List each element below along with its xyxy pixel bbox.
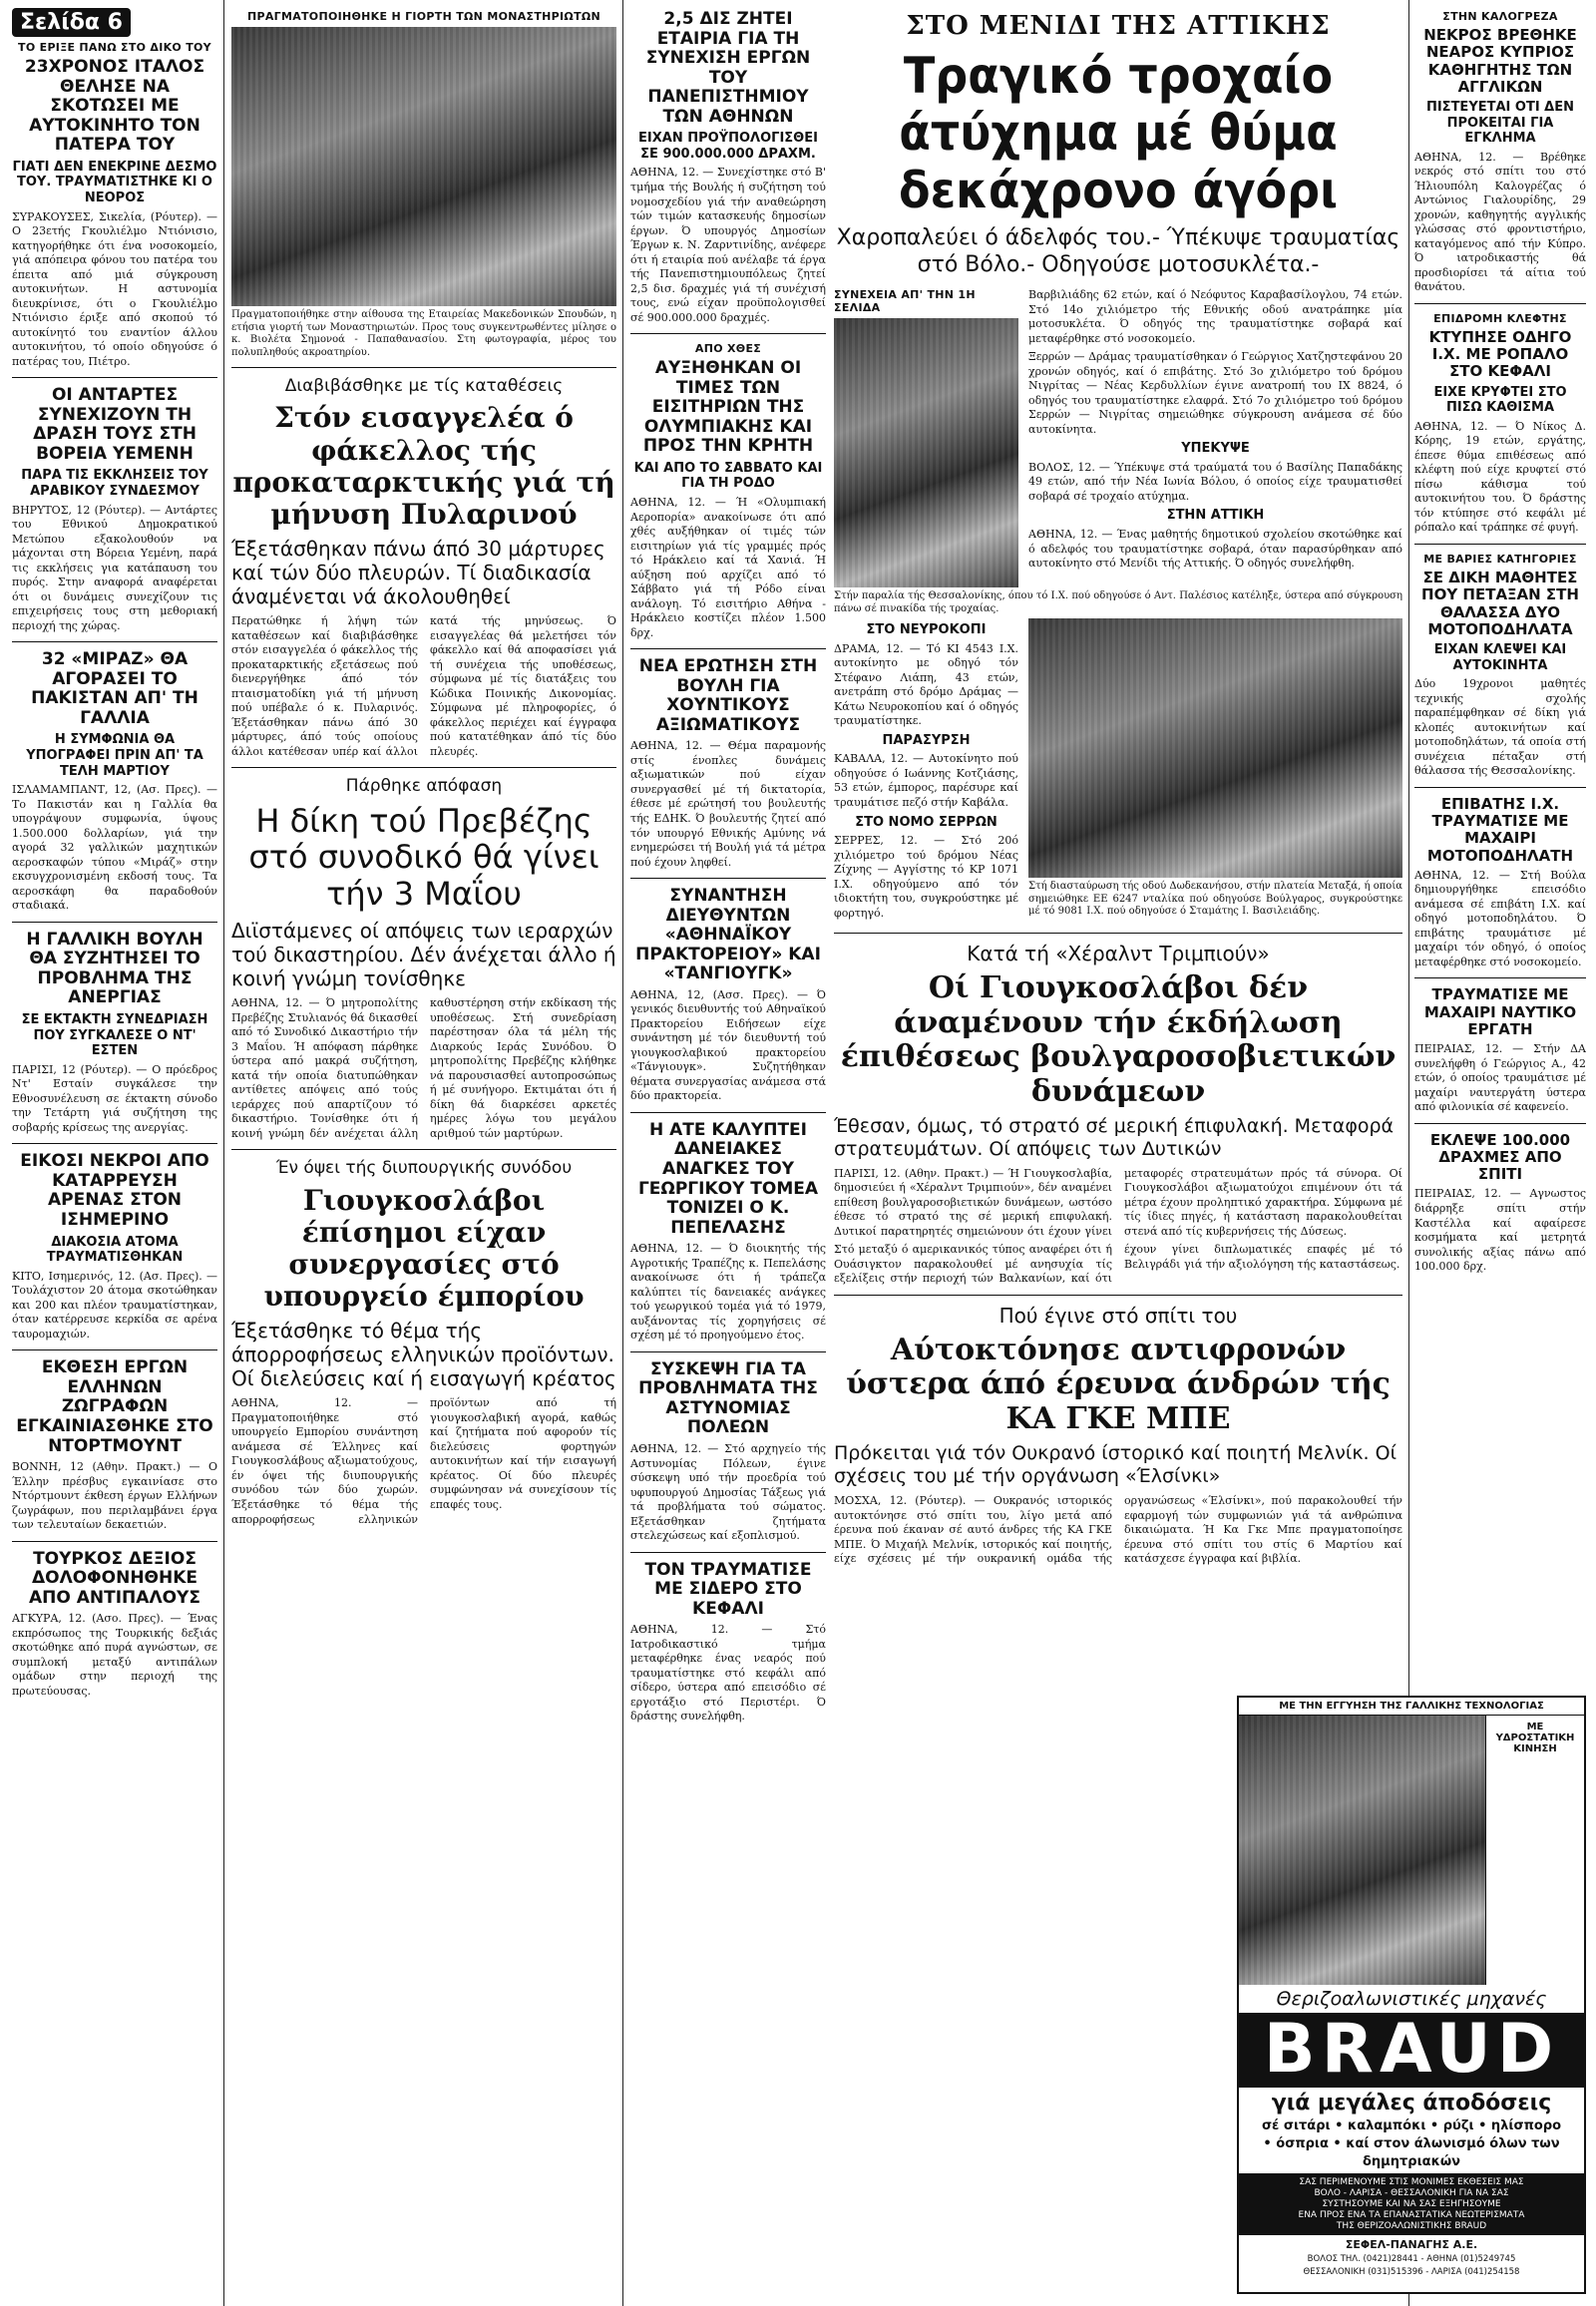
article-body: ΠΑΡΙΣΙ, 12 (Ρόυτερ). — Ο πρόεδρος Ντ' Εσταίν συγκάλεσε την Εθνοσυνέλευση σε έκτακτη σύνοδο την Τετάρτη γιά συζήτηση της σοβαρής κρίσεως της ανεργίας. — [12, 1062, 217, 1134]
deck: Έξετάσθηκαν πάνω άπό 30 μάρτυρες καί τών δύο πλευρών. Τί διαδικασία άναμένεται νά άκολουθηθεί — [231, 537, 605, 609]
deck: Χαροπαλεύει ό άδελφός του.- Ύπέκυψε τραυματίας στό Βόλο.- Οδηγούσε μοτοσυκλέτα.- — [836, 225, 1400, 277]
article-body: ΑΘΗΝΑ, 12. — Ή «Ολυμπιακή Αεροπορία» ανακοίνωσε ότι από χθές αυξήθηκαν οί τιμές τών εισιτηρίων γιά τίς γραμμές πρός τό Ηράκλειο καί τά Χανιά. Ή αύξηση πού αρχίζει από τό Σάββατο γιά τή Ρόδο είναι ανάλογη. Τό εισιτήριο Αθήνα - Ηράκλειο κοστίζει πλέον 1.500 δρχ. — [630, 496, 826, 639]
article-body: Ξερρών — Δράμας τραυματίσθηκαν ό Γεώργιος Χατζηστεφάνου 20 χρονών οδηγός, καί ό επιβάτης. Στό 3ο χιλιόμετρο τού δρόμου Νιγρίτας — Νέας Κερδυλλίων έγινε ανατροπή του ΙΧ 8824, ό οδηγός του τραυματίστηκε ελαφρά. Στό 7ο χιλιόμετρο τού δρόμου Σερρών — Νιγρίτας σημειώθηκε σύγκρουση ανάμεσα σέ δύο αυτοκίνητα. — [1028, 350, 1402, 436]
headline: Στόν εισαγγελέα ό φάκελλος τής προκαταρκτικής γιά τή μήνυση Πυλαρινού — [232, 401, 615, 531]
article-body: ΙΣΛΑΜΑΜΠΑΝΤ, 12, (Ασ. Πρες). — Το Πακιστάν και η Γαλλία θα υπογράψουν συμφωνία, ύψους 1.500.000 δολλαρίων, γιά την αγορά 32 γαλλικών μαχητικών αεροσκαφών τύπου «Μιράζ» στην εκσυγχρονισμένη εκδοσή τους. Τα αεροσκάφη θα παραδοθούν σταδιακά. — [12, 783, 217, 913]
photo-caption: Πραγματοποιήθηκε στην αίθουσα της Εταιρείας Μακεδονικών Σπουδών, η ετήσια γιορτή των Μοναστηριωτών. Προς τους συγκεντρωθέντες μίλησε ο κ. Βιολέτα Σημονοά - Παπαθανασίου. Στη φωτογραφία, μέρος του πολυπληθούς ακροατηρίου. — [231, 309, 616, 358]
ad-top-banner: ΜΕ ΤΗΝ ΕΓΓΥΗΣΗ ΤΗΣ ΓΑΛΛΙΚΗΣ ΤΕΧΝΟΛΟΓΙΑΣ — [1239, 1698, 1584, 1716]
subheadline: ΔΙΑΚΟΣΙΑ ΑΤΟΜΑ ΤΡΑΥΜΑΤΙΣΘΗΚΑΝ — [46, 1234, 184, 1266]
subheadline: ΠΙΣΤΕΥΕΤΑΙ ΟΤΙ ΔΕΝ ΠΡΟΚΕΙΤΑΙ ΓΙΑ ΕΓΚΛΗΜΑ — [1425, 100, 1575, 147]
ad-crops: • όσπρια • καί στον άλωνισμό όλων των — [1263, 2135, 1560, 2151]
ad-invite-line: ΤΗΣ ΘΕΡΙΖΟΑΛΩΝΙΣΤΙΚΗΣ BRAUD — [1336, 2220, 1487, 2231]
kicker: ΜΕ ΒΑΡΙΕΣ ΚΑΤΗΓΟΡΙΕΣ — [1423, 553, 1577, 566]
headline: Γιουγκοσλάβοι έπίσημοι είχαν συνεργασίες στό υπουργείο έμπορίου — [263, 1183, 585, 1314]
deck: Διϊστάμενες οί απόψεις των ιεραρχών τού δικαστηρίου. Δέν άνέχεται άλλο ή κοινή γνώμη τονίσθηκε — [231, 919, 616, 991]
headline: Οί Γιουγκοσλάβοι δέν άναμένουν τήν έκδήλωση έπιθέσεως βουλγαροσοβιετικών δυνάμεων — [840, 970, 1396, 1109]
article-body: ΑΘΗΝΑ, 12. — Ό Νίκος Δ. Κόρης, 19 ετών, εργάτης, έπεσε θύμα επιθέσεως από κλέφτη πού είχε κρυφτεί στό πίσω κάθισμα τού αυτοκινήτου του. Ό δράστης τόν κτύπησε στό κεφάλι μέ ρόπαλο καί τράπηκε σέ φυγή. — [1414, 419, 1586, 535]
headline: ΕΙΚΟΣΙ ΝΕΚΡΟΙ ΑΠΟ ΚΑΤΑΡΡΕΥΣΗ ΑΡΕΝΑΣ ΣΤΟΝ ΙΣΗΜΕΡΙΝΟ — [20, 1151, 209, 1230]
page-label: Σελίδα 6 — [12, 8, 131, 37]
headline: ΕΚΛΕΨΕ 100.000 ΔΡΑΧΜΕΣ ΑΠΟ ΣΠΙΤΙ — [1429, 1130, 1571, 1184]
headline: ΟΙ ΑΝΤΑΡΤΕΣ ΣΥΝΕΧΙΖΟΥΝ ΤΗ ΔΡΑΣΗ ΤΟΥΣ ΣΤΗ ΒΟΡΕΙΑ ΥΕΜΕΝΗ — [33, 385, 197, 464]
headline: 2,5 ΔΙΣ ΖΗΤΕΙ ΕΤΑΙΡΙΑ ΓΙΑ ΤΗ ΣΥΝΕΧΙΣΗ ΕΡΓΩΝ ΤΟΥ ΠΑΝΕΠΙΣΤΗΜΙΟΥ ΤΩΝ ΑΘΗΝΩΝ — [645, 9, 811, 127]
column-4 — [834, 0, 1402, 1571]
article-body: ΑΘΗΝΑ, 12, (Ασσ. Πρες). — Ό γενικός διευθυντής τού Αθηναϊκού Πρακτορείου Ειδήσεων είχε συνάντηση μέ τόν διευθυντή τού γιουγκοσλαβικού πρακτορείου «Τάνγιουγκ». Συζητήθηκαν θέματα συνεργασίας ανάμεσα στά δύο πρακτορεία. — [630, 987, 826, 1103]
kicker: Έν όψει τής διυπουργικής συνόδου — [275, 1158, 573, 1179]
subheadline: ΕΙΧΑΝ ΠΡΟΫΠΟΛΟΓΙΣΘΕΙ ΣΕ 900.000.000 ΔΡΑΧΜ. — [638, 131, 818, 162]
ad-slogan: γιά μεγάλες άποδόσεις — [1271, 2090, 1552, 2115]
kicker: ΣΤΟ ΜΕΝΙΔΙ ΤΗΣ ΑΤΤΙΚΗΣ — [906, 11, 1331, 41]
article-body: ΑΘΗΝΑ, 12. — Βρέθηκε νεκρός στό σπίτι του στό Ήλιουπόλη Καλογρέζας ό Αντώνιος Γιαλουρίδης, 29 χρονών, καθηγητής αγγλικής γλώσσας στό φροντιστήριο, καταγόμενος από τήν Κύπρο. Ό ιατροδικαστής θά προσδιορίσει τά αίτια τού θανάτου. — [1414, 150, 1586, 294]
headline: Τραγικό τροχαίο άτύχημα μέ θύμα δεκάχρονο άγόρι — [898, 46, 1339, 219]
article-body: ΑΘΗΝΑ, 12. — Ένας μαθητής δημοτικού σχολείου σκοτώθηκε καί ό αδελφός του τραυματίστηκε σοβαρά, όταν παρασύρθηκαν από αυτοκίνητο στό Μενίδι τής Αττικής. Ό οδηγός συνελήφθη. — [1028, 528, 1402, 571]
ad-invite-line: ΣΑΣ ΠΕΡΙΜΕΝΟΥΜΕ ΣΤΙΣ ΜΟΝΙΜΕΣ ΕΚΘΕΣΕΙΣ ΜΑΣ — [1299, 2176, 1524, 2187]
headline: Η ΑΤΕ ΚΑΛΥΠΤΕΙ ΔΑΝΕΙΑΚΕΣ ΑΝΑΓΚΕΣ ΤΟΥ ΓΕΩΡΓΙΚΟΥ ΤΟΜΕΑ ΤΟΝΙΖΕΙ Ο Κ. ΠΕΠΕΛΑΣΗΣ — [637, 1119, 819, 1238]
article-body: ΒΗΡΥΤΟΣ, 12 (Ρόυτερ). — Αντάρτες του Εθνικού Δημοκρατικού Μετώπου εξακολουθούν να μάχονται στη Βόρεια Υεμένη, παρά τις εκκλήσεις για κατάπαυση του πυρός. Στην αναφορά αναφέρεται ότι οι δυνάμεις συνεχίζουν τις επιχειρήσεις τους στη μεθοριακή περιοχή της χώρας. — [12, 503, 217, 632]
headline: ΝΕΚΡΟΣ ΒΡΕΘΗΚΕ ΝΕΑΡΟΣ ΚΥΠΡΙΟΣ ΚΑΘΗΓΗΤΗΣ ΤΩΝ ΑΓΓΛΙΚΩΝ — [1423, 26, 1577, 96]
column-5 — [1414, 0, 1586, 1279]
ad-invite-line: ΣΥΣΤΗΣΟΥΜΕ ΚΑΙ ΝΑ ΣΑΣ ΕΞΗΓΗΣΟΥΜΕ — [1322, 2198, 1501, 2209]
continuation-label: ΣΥΝΕΧΕΙΑ ΑΠ' ΤΗΝ 1Η ΣΕΛΙΔΑ — [834, 288, 976, 315]
kicker: ΣΤΗΝ ΚΑΛΟΓΡΕΖΑ — [1442, 10, 1558, 23]
column-rule — [622, 0, 623, 2306]
ad-badge: ΜΕ ΥΔΡΟΣΤΑΤΙΚΗ ΚΙΝΗΣΗ — [1485, 1716, 1584, 1985]
headline: ΤΡΑΥΜΑΤΙΣΕ ΜΕ ΜΑΧΑΙΡΙ ΝΑΥΤΙΚΟ ΕΡΓΑΤΗ — [1423, 985, 1577, 1038]
article-body: ΑΘΗΝΑ, 12. — Στό αρχηγείο τής Αστυνομίας Πόλεων, έγινε σύσκεψη υπό τήν προεδρία τού υφυπουργού Δημοσίας Τάξεως γιά τά προβλήματα τού σώματος. Εξετάσθηκαν ζητήματα στελεχώσεως καί εξοπλισμού. — [630, 1441, 826, 1543]
article-body: ΣΕΡΡΕΣ, 12. — Στό 20ό χιλιόμετρο τού δρόμου Νέας Ζίχνης — Αγγίστης τό ΚΡ 1071 Ι.Χ. οδηγούμενο από τόν ιδιοκτήτη του, συγκρούστηκε μέ φορτηγό. — [834, 834, 1018, 920]
headline: ΣΥΣΚΕΨΗ ΓΙΑ ΤΑ ΠΡΟΒΛΗΜΑΤΑ ΤΗΣ ΑΣΤΥΝΟΜΙΑΣ ΠΟΛΕΩΝ — [638, 1358, 818, 1438]
headline: Η δίκη τού Πρεβέζης στό συνοδικό θά γίνει τήν 3 Μαΐου — [248, 801, 599, 914]
kicker: Διαβιβάσθηκε με τίς καταθέσεις — [284, 376, 564, 396]
subheadline: ΣΤΟ ΝΟΜΟ ΣΕΡΡΩΝ — [855, 814, 998, 830]
article-body: ΚΙΤΟ, Ισημερινός, 12. (Ασ. Πρες). — Τουλάχιστον 20 άτομα σκοτώθηκαν και 200 και πλέον τραυματίστηκαν, όταν κατέρρευσε κερκίδα σε αρένα ταυρομαχιών. — [12, 1269, 217, 1341]
braud-advertisement — [1237, 1696, 1586, 2294]
headline: ΑΥΞΗΘΗΚΑΝ ΟΙ ΤΙΜΕΣ ΤΩΝ ΕΙΣΙΤΗΡΙΩΝ ΤΗΣ ΟΛΥΜΠΙΑΚΗΣ ΚΑΙ ΠΡΟΣ ΤΗΝ ΚΡΗΤΗ — [642, 358, 814, 457]
headline: ΤΟΝ ΤΡΑΥΜΑΤΙΣΕ ΜΕ ΣΙΔΕΡΟ ΣΤΟ ΚΕΦΑΛΙ — [644, 1559, 812, 1619]
deck: Έξετάσθηκε τό θέμα τής άπορροφήσεως ελληνικών προϊόντων. Οί διελεύσεις καί ή εισαγωγή κρέατος — [231, 1319, 616, 1391]
kicker: Πάρθηκε απόφαση — [345, 776, 503, 797]
article-body: ΑΘΗΝΑ, 12. — Ό μητροπολίτης Πρεβέζης Στυλιανός θά δικασθεί από τό Συνοδικό Δικαστήριο τήν 3 Μαΐου. Ή απόφαση πάρθηκε ύστερα από μακρά συζήτηση, κατά τήν οποία διατυπώθηκαν αντίθετες απόψεις από τούς ιεράρχες πού απαρτίζουν τό δικαστήριο. Τονίσθηκε ότι ή κοινή γνώμη δέν ανέχεται άλλη καθυστέρηση στήν εκδίκαση τής υποθέσεως. Στή συνεδρίαση παρέστησαν όλα τά μέλη τής Διαρκούς Ιεράς Συνόδου. Ό μητροπολίτης Πρεβέζης κλήθηκε νά παρουσιασθεί αυτοπροσώπως ή μέ συνήγορο. Εκτιμάται ότι ή δίκη θά διαρκέσει αρκετές ημέρες λόγω του μεγάλου αριθμού τών μαρτύρων. — [231, 996, 616, 1140]
kicker: ΤΟ ΕΡΙΞΕ ΠΑΝΩ ΣΤΟ ΔΙΚΟ ΤΟΥ — [18, 41, 211, 54]
subheadline: ΥΠΕΚΥΨΕ — [1181, 441, 1250, 457]
article-body: Δύο 19χρονοι μαθητές τεχνικής σχολής παραπέμφθηκαν σέ δίκη γιά κλοπές αυτοκινήτων καί μοτοποδηλάτων, τά οποία στή συνέχεια πέταξαν στή θάλασσα τής Θεσσαλονίκης. — [1414, 677, 1586, 778]
article-body: ΜΟΣΧΑ, 12. (Ρόυτερ). — Ουκρανός ιστορικός αυτοκτόνησε στό σπίτι του, λίγο μετά από έρευνα πού έκαναν σέ αυτό άνδρες τής ΚΑ ΓΚΕ ΜΠΕ. Ό Μιχαήλ Μελνίκ, ιστορικός καί ποιητής, είχε σχέσεις μέ τήν ουκρανική ομάδα τής οργανώσεως «Έλσίνκι», πού παρακολουθεί τήν εφαρμογή τών συμφωνιών γιά τά ανθρώπινα δικαιώματα. Ή Κα Γκε Μπε πραγματοποίησε έρευνα στό σπίτι του στίς 6 Μαρτίου καί κατάσχεσε έγγραφα καί βιβλία. — [834, 1494, 1402, 1566]
subheadline: ΣΕ ΕΚΤΑΚΤΗ ΣΥΝΕΔΡΙΑΣΗ ΠΟΥ ΣΥΓΚΑΛΕΣΕ Ο ΝΤ' ΕΣΤΕΝ — [21, 1012, 208, 1059]
ad-invite-line: ΒΟΛΟ - ΛΑΡΙΣΑ - ΘΕΣΣΑΛΟΝΙΚΗ ΓΙΑ ΝΑ ΣΑΣ — [1314, 2187, 1509, 2198]
kicker: ΑΠΟ ΧΘΕΣ — [694, 342, 762, 356]
article-body: ΠΑΡΙΣΙ, 12. (Αθην. Πρακτ.) — Ή Γιουγκοσλαβία, δημοσιεύει ή «Χέραλντ Τριμπιούν», δέν αναμένει επίθεση βουλγαροσοβιετικών δυνάμεων, ωστόσο έθεσε τό στρατό της σέ μερική επιφυλακή. Δυτικοί παρατηρητές σημειώνουν ότι έχουν γίνει μεταφορές στρατευμάτων πρός τά σύνορα. Οί Γιουγκοσλάβοι αξιωματούχοι επιμένουν ότι τά μέτρα έχουν προληπτικό χαρακτήρα. Σύμφωνα μέ τίς ίδιες πηγές, ή κατάσταση παρακολουθείται στενά από τίς κυβερνήσεις τής Δύσεως. — [834, 1166, 1402, 1238]
kicker: Πού έγινε στό σπίτι του — [998, 1303, 1238, 1328]
headline: ΚΤΥΠΗΣΕ ΟΔΗΓΟ Ι.Χ. ΜΕ ΡΟΠΑΛΟ ΣΤΟ ΚΕΦΑΛΙ — [1428, 327, 1572, 381]
article-body: ΑΘΗΝΑ, 12. — Θέμα παραμονής στίς ένοπλες δυνάμεις αξιωματικών πού είχαν συνεργασθεί μέ τή δικτατορία, έθεσε μέ ερώτησή του βουλευτής τής ΕΔΗΚ. Ό βουλευτής ζητεί από τόν υπουργό Εθνικής Αμύνης νά ενημερώσει τή Βουλή γιά τά μέτρα πού έχουν ληφθεί. — [630, 739, 826, 869]
ad-phones: ΘΕΣΣΑΛΟΝΙΚΗ (031)515396 - ΛΑΡΙΣΑ (041)254158 — [1303, 2266, 1520, 2277]
headline: ΣΥΝΑΝΤΗΣΗ ΔΙΕΥΘΥΝΤΩΝ «ΑΘΗΝΑΪΚΟΥ ΠΡΑΚΤΟΡΕΙΟΥ» ΚΑΙ «ΤΑΝΓΙΟΥΓΚ» — [635, 886, 821, 984]
photo-caption: Στήν παραλία τής Θεσσαλονίκης, όπου τό Ι.Χ. πού οδηγούσε ό Αντ. Παλέσιος κατέληξε, ύστερα από σύγκρουση πάνω σέ πινακίδα τής τροχαίας. — [834, 590, 1402, 614]
article-body: ΠΕΙΡΑΙΑΣ, 12. — Αγνωστος διάρρηξε σπίτι στήν Καστέλλα καί αφαίρεσε κοσμήματα καί μετρητά συνολικής αξίας πάνω από 100.000 δρχ. — [1414, 1187, 1586, 1274]
kicker: ΕΠΙΔΡΟΜΗ ΚΛΕΦΤΗΣ — [1433, 311, 1567, 325]
article-body: ΑΘΗΝΑ, 12. — Στό Ιατροδικαστικό τμήμα μεταφέρθηκε ένας νεαρός πού τραυματίστηκε στό κεφάλι από σίδερο, ύστερα από επεισόδιο σέ εργοτάξιο στό Περιστέρι. Ό δράστης συνελήφθη. — [630, 1623, 826, 1724]
article-body: Περατώθηκε ή λήψη τών καταθέσεων καί διαβιβάσθηκε στόν εισαγγελέα ό φάκελλος τής προκαταρκτικής εξετάσεως πού διενεργήθηκε άπό τόν πταισματοδίκη γιά τή μήνυση πού υπέβαλε ό κ. Πυλαρινός. Έξετάσθηκαν πάνω άπό 30 μάρτυρες, άπό τούς οποίους άλλοι κατέθεσαν υπέρ καί άλλοι κατά τής μηνύσεως. Ό εισαγγελέας θά μελετήσει τόν φάκελλο καί θά αποφασίσει γιά τή συνέχεια τής υποθέσεως, σύμφωνα μέ τίς διατάξεις του Κώδικα Ποινικής Δικονομίας. Σύμφωνα μέ πληροφορίες, ό φάκελλος περιέχει καί έγγραφα πού κατατέθηκαν άπό τίς δύο πλευρές. — [231, 614, 616, 758]
subheadline: ΕΙΧΑΝ ΚΛΕΨΕΙ ΚΑΙ ΑΥΤΟΚΙΝΗΤΑ — [1433, 642, 1567, 673]
subheadline: ΠΑΡΑ ΤΙΣ ΕΚΚΛΗΣΕΙΣ ΤΟΥ ΑΡΑΒΙΚΟΥ ΣΥΝΔΕΣΜΟΥ — [21, 468, 208, 499]
headline: ΣΕ ΔΙΚΗ ΜΑΘΗΤΕΣ ΠΟΥ ΠΕΤΑΞΑΝ ΣΤΗ ΘΑΛΑΣΣΑ ΔΥΟ ΜΟΤΟΠΟΔΗΛΑΤΑ — [1421, 569, 1579, 638]
event-photo — [231, 27, 616, 306]
ad-invite-line: ΕΝΑ ΠΡΟΣ ΕΝΑ ΤΑ ΕΠΑΝΑΣΤΑΤΙΚΑ ΝΕΩΤΕΡΙΣΜΑΤΑ — [1298, 2209, 1525, 2220]
subheadline: ΣΤΟ ΝΕΥΡΟΚΟΠΙ — [866, 622, 987, 638]
subheadline: ΕΙΧΕ ΚΡΥΦΤΕΙ ΣΤΟ ΠΙΣΩ ΚΑΘΙΣΜΑ — [1433, 384, 1567, 416]
ad-brand-logo: BRAUD — [1239, 2013, 1584, 2088]
ad-crops: σέ σιτάρι • καλαμπόκι • ρύζι • ηλίσπορο — [1261, 2117, 1562, 2133]
deck: Πρόκειται γιά τόν Ουκρανό ίστορικό καί ποιητή Μελνίκ. Οί σχέσεις του μέ τήν οργάνωση «Έλσίνκι» — [834, 1442, 1397, 1488]
article-body: ΑΘΗΝΑ, 12. — Πραγματοποιήθηκε στό υπουργείο Εμπορίου συνάντηση ανάμεσα σέ Έλληνες καί Γιουγκοσλάβους αξιωματούχους, έν όψει τής διυπουργικής συνόδου τών δύο χωρών. Έξετάσθηκε τό θέμα τής απορροφήσεως ελληνικών προϊόντων από τή γιουγκοσλαβική αγορά, καθώς καί ζητήματα πού αφορούν τίς διελεύσεις φορτηγών αυτοκινήτων καί τήν εισαγωγή κρέατος. Οί δύο πλευρές συμφώνησαν νά συνεχίσουν τίς επαφές τους. — [231, 1396, 616, 1526]
article-body: ΑΘΗΝΑ, 12. — Συνεχίστηκε στό Β' τμήμα τής Βουλής ή συζήτηση τού νομοσχεδίου γιά τήν αναθεώρηση τών τιμών κατασκευής δημοσίων έργων. Ό υπουργός Δημοσίων Έργων κ. Ν. Ζαρντινίδης, ανέφερε ότι ή εταιρία πού ανέλαβε τά έργα τής Πανεπιστημιουπόλεως ζητεί 2,5 δισ. δραχμές γιά τή συνέχισή τους, ενώ είχαν προϋπολογισθεί σέ 900.000.000 δραχμές. — [630, 166, 826, 324]
subheadline: ΣΤΗΝ ΑΤΤΙΚΗ — [1166, 508, 1265, 524]
subheadline: Η ΣΥΜΦΩΝΙΑ ΘΑ ΥΠΟΓΡΑΦΕΙ ΠΡΙΝ ΑΠ' ΤΑ ΤΕΛΗ ΜΑΡΤΙΟΥ — [26, 732, 203, 779]
ad-phones: ΒΟΛΟΣ ΤΗΛ. (0421)28441 - ΑΘΗΝΑ (01)5249745 — [1307, 2253, 1516, 2264]
harvester-photo — [1239, 1716, 1485, 1985]
article-body: Βαρβιλιάδης 62 ετών, καί ό Νεόφυτος Καραβασίλογλου, 74 ετών. Στό 14ο χιλιόμετρο τής Εθνικής οδού ανατράπηκε μία μοτοσυκλέτα. Ό οδηγός της τραυματίστηκε σοβαρά καί μεταφέρθηκε στό νοσοκομείο. — [1028, 288, 1402, 345]
headline: Η ΓΑΛΛΙΚΗ ΒΟΥΛΗ ΘΑ ΣΥΖΗΤΗΣΕΙ ΤΟ ΠΡΟΒΛΗΜΑ ΤΗΣ ΑΝΕΡΓΙΑΣ — [26, 929, 203, 1008]
deck: Έθεσαν, όμως, τό στρατό σέ μερική έπιφυλακή. Μεταφορά στρατευμάτων. Οί απόψεις των Δυτικών — [834, 1115, 1395, 1160]
article-body: ΑΘΗΝΑ, 12. — Ό διοικητής τής Αγροτικής Τραπέζης κ. Πεπελάσης ανακοίνωσε ότι ή τράπεζα καλύπτει τίς δανειακές ανάγκες τού γεωργικού τομέα γιά τό 1979, αυξάνοντας τίς χορηγήσεις σέ σχέση μέ τό προηγούμενο έτος. — [630, 1242, 826, 1343]
subheadline: ΚΑΙ ΑΠΟ ΤΟ ΣΑΒΒΑΤΟ ΚΑΙ ΓΙΑ ΤΗ ΡΟΔΟ — [633, 460, 823, 492]
article-body: ΣΥΡΑΚΟΥΣΕΣ, Σικελία, (Ρόυτερ). — Ο 23ετής Γκουλιέλμο Ντιόνισιο, κατηγορήθηκε ότι ένα νοσοκομείο, γιά απόπειρα φόνου του πατέρα του έπειτα από μιά σύγκρουση αυτοκινήτων. Η αστυνομία διευκρίνισε, ότι ο Γκουλιέλμο Ντιόνισιο έριξε από σκοπού τό αυτοκίνητό του εναντίον άλλου αυτοκινήτου, τό οποίο οδηγούσε ό πατέρας του, Πιέτρο. — [12, 209, 217, 368]
article-body: ΚΑΒΑΛΑ, 12. — Αυτοκίνητο πού οδηγούσε ό Ιωάννης Κοτζιάσης, 53 ετών, έμπορος, παρέσυρε καί τραυμάτισε πεζό στήν Καβάλα. — [834, 752, 1018, 809]
headline: ΕΠΙΒΑΤΗΣ Ι.Χ. ΤΡΑΥΜΑΤΙΣΕ ΜΕ ΜΑΧΑΙΡΙ ΜΟΤΟΠΟΔΗΛΑΤΗ — [1426, 794, 1574, 865]
subheadline: ΠΑΡΑΣΥΡΣΗ — [882, 732, 971, 748]
photo-title: ΠΡΑΓΜΑΤΟΠΟΙΗΘΗΚΕ Η ΓΙΟΡΤΗ ΤΩΝ ΜΟΝΑΣΤΗΡΙΩΤΩΝ — [246, 10, 601, 23]
headline: 23ΧΡΟΝΟΣ ΙΤΑΛΟΣ ΘΕΛΗΣΕ ΝΑ ΣΚΟΤΩΣΕΙ ΜΕ ΑΥΤΟΚΙΝΗΤΟ ΤΟΝ ΠΑΤΕΡΑ ΤΟΥ — [24, 57, 205, 156]
column-1 — [12, 0, 217, 1703]
article-body: ΒΟΛΟΣ, 12. — Ύπέκυψε στά τραύματά του ό Βασίλης Παπαδάκης 49 ετών, από τήν Νέα Ιωνία Βόλου, ό οποίος είχε τραυματισθεί σοβαρά σέ τροχαίο ατύχημα. — [1028, 460, 1402, 503]
collision-photo — [1028, 618, 1402, 878]
column-2 — [231, 0, 616, 1531]
headline: 32 «ΜΙΡΑΖ» ΘΑ ΑΓΟΡΑΣΕΙ ΤΟ ΠΑΚΙΣΤΑΝ ΑΠ' ΤΗ ΓΑΛΛΙΑ — [31, 649, 199, 728]
ad-tagline: Θεριζοαλωνιστικές μηχανές — [1276, 1988, 1547, 2010]
photo-caption: Στή διασταύρωση τής οδού Δωδεκανήσου, στήν πλατεία Μεταξά, ή οποία σημειώθηκε ΕΕ 6247 νταλίκα πού οδηγούσε Βούλγαρος, συγκρούστηκε μέ τό 9081 Ι.Χ. πού οδηγούσε ό Σταμάτης Ι. Βασιλειάδης. — [1028, 881, 1402, 918]
article-body: Στό μεταξύ ό αμερικανικός τύπος αναφέρει ότι ή Ουάσιγκτον παρακολουθεί μέ ανησυχία τίς εξελίξεις στήν περιοχή τών Βαλκανίων, καί ότι έχουν γίνει διπλωματικές επαφές μέ τό Βελιγράδι γιά τήν αξιολόγηση τής καταστάσεως. — [834, 1243, 1402, 1286]
article-body: ΒΟΝΝΗ, 12 (Αθην. Πρακτ.) — Ο Έλλην πρέσβυς εγκαινίασε στο Ντόρτμουντ έκθεση έργων Ελλήνων ζωγράφων, που περιλαμβάνει έργα των τελευταίων δεκαετιών. — [12, 1460, 217, 1532]
headline: ΤΟΥΡΚΟΣ ΔΕΞΙΟΣ ΔΟΛΟΦΟΝΗΘΗΚΕ ΑΠΟ ΑΝΤΙΠΑΛΟΥΣ — [29, 1548, 200, 1608]
headline: ΝΕΑ ΕΡΩΤΗΣΗ ΣΤΗ ΒΟΥΛΗ ΓΙΑ ΧΟΥΝΤΙΚΟΥΣ ΑΞΙΩΜΑΤΙΚΟΥΣ — [638, 656, 818, 735]
ad-company: ΣΕΦΕΛ-ΠΑΝΑΓΗΣ Α.Ε. — [1345, 2237, 1478, 2251]
column-rule — [223, 0, 224, 2306]
kicker: Κατά τή «Χέραλντ Τριμπιούν» — [967, 942, 1270, 966]
article-body: ΔΡΑΜΑ, 12. — Τό ΚΙ 4543 Ι.Χ. αυτοκίνητο με οδηγό τόν Στέφανο Λιάπη, 43 ετών, ανετράπη στό δρόμο Δράμας — Κάτω Νευροκοπίου καί ό οδηγός τραυματίστηκε. — [834, 641, 1018, 728]
headline: ΕΚΘΕΣΗ ΕΡΓΩΝ ΕΛΛΗΝΩΝ ΖΩΓΡΑΦΩΝ ΕΓΚΑΙΝΙΑΣΘΗΚΕ ΣΤΟ ΝΤΟΡΤΜΟΥΝΤ — [16, 1357, 213, 1456]
column-3 — [630, 0, 826, 1729]
ad-crops: δημητριακών — [1363, 2153, 1460, 2169]
article-body: ΑΓΚΥΡΑ, 12. (Ασο. Πρες). — Ένας εκπρόσωπος της Τουρκικής δεξιάς σκοτώθηκε από πυρά αγνώστων, σε συμπλοκή μεταξύ αντιπάλων ομάδων στην περιοχή της πρωτεύουσας. — [12, 1612, 217, 1698]
ad-invite-block — [1239, 2173, 1584, 2235]
article-body: ΠΕΙΡΑΙΑΣ, 12. — Στήν ΔΑ συνελήφθη ό Γεώργιος Α., 42 ετών, ό οποίος τραυμάτισε μέ μαχαίρι ναυτεργάτη ύστερα από φιλονικία σέ καφενείο. — [1414, 1042, 1586, 1114]
subheadline: ΓΙΑΤΙ ΔΕΝ ΕΝΕΚΡΙΝΕ ΔΕΣΜΟ ΤΟΥ. ΤΡΑΥΜΑΤΙΣΤΗΚΕ ΚΙ Ο ΝΕΟΡΟΣ — [12, 159, 217, 205]
headline: Αύτοκτόνησε αντιφρονών ύστερα άπό έρευνα άνδρών τής ΚΑ ΓΚΕ ΜΠΕ — [846, 1332, 1391, 1436]
article-body: ΑΘΗΝΑ, 12. — Στή Βούλα δημιουργήθηκε επεισόδιο ανάμεσα σέ επιβάτη Ι.Χ. καί οδηγό μοτοποδηλάτου. Ό επιβάτης τραυμάτισε μέ μαχαίρι τόν οδηγό, ό οποίος μεταφέρθηκε στό νοσοκομείο. — [1414, 868, 1586, 968]
accident-photo — [834, 318, 1018, 587]
